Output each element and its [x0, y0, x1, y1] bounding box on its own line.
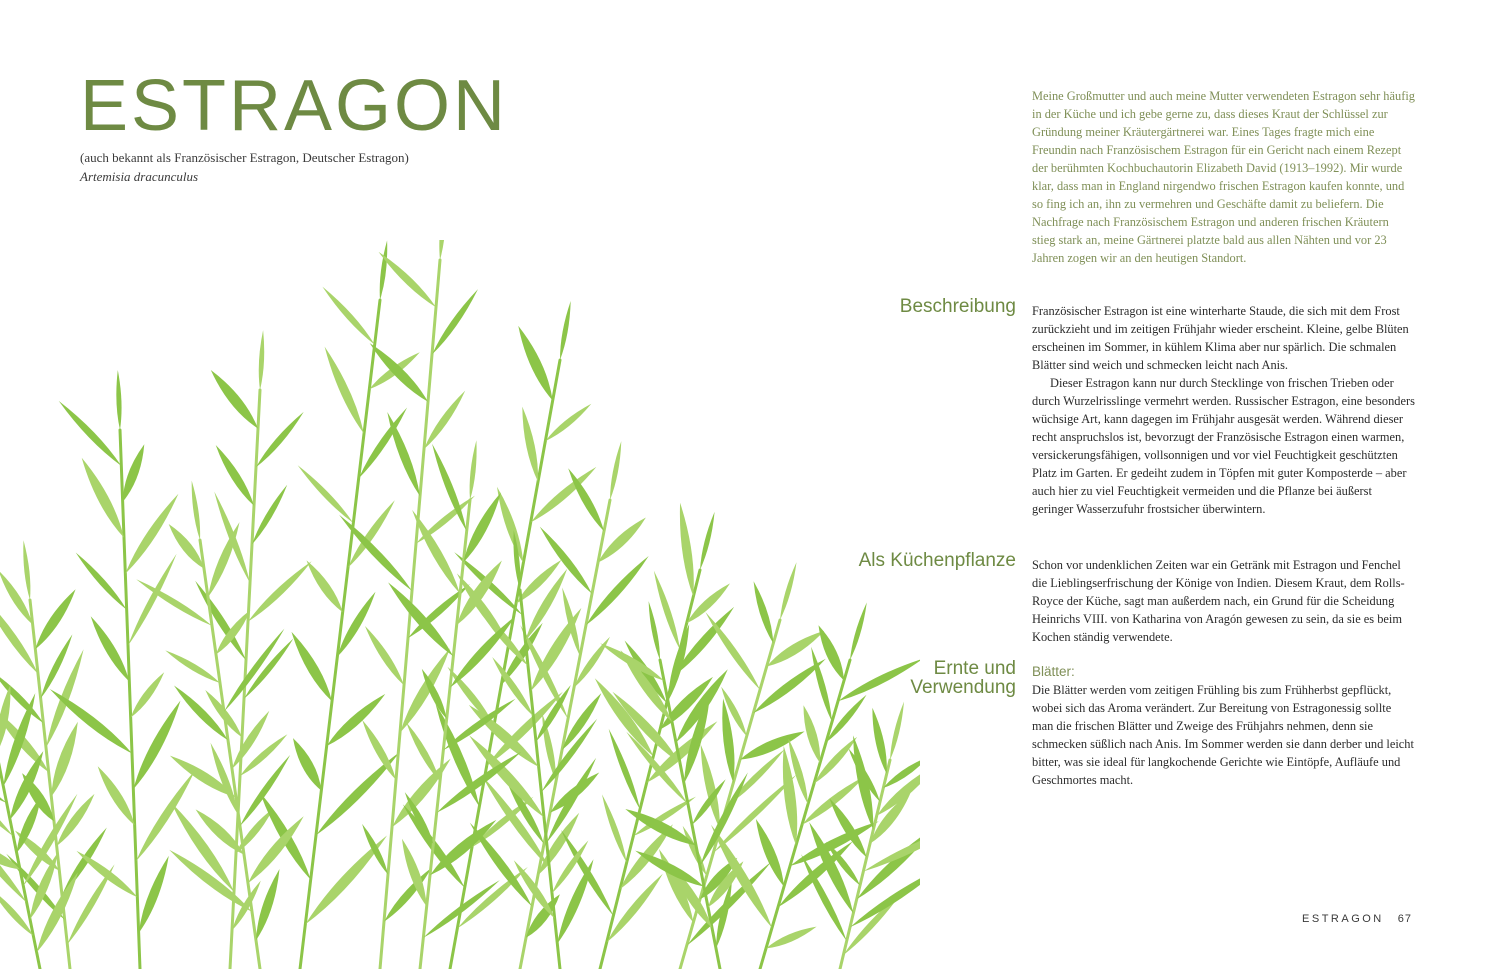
leaf	[362, 824, 388, 875]
leaf	[59, 401, 122, 466]
leaf	[602, 794, 627, 862]
leaf	[432, 289, 478, 354]
leaf	[387, 412, 420, 496]
ernte-subheading: Blätter:	[1032, 664, 1075, 679]
beschreibung-paragraph-2: Dieser Estragon kann nur durch Stecklinge von frischen Trieben oder durch Wurzelrisslinge vermehrt werden. Russischer Estragon, eine besonders wüchsige Art, kann dagegen im Frühjahr ausgesät werden. Während dieser recht anspruchslos ist, bevorzugt der Französische Estragon einen warmen, versickerungsfähigen, vollsonnigen und vor viel Feuchtigkeit geschützten Platz im Garten. Er gedeiht zudem in Töpfen mit guter Komposterde – aber auch hier zu viel Feuchtigkeit vermeiden und die Pflanze bei äußerst geringer Wasserzufuhr frostsicher überwintern.	[1032, 376, 1415, 516]
leaf	[0, 685, 10, 753]
leaf	[610, 441, 621, 500]
tarragon-illustration	[0, 240, 920, 969]
leaf	[380, 240, 388, 300]
heading-ernte-line-2: Verwendung	[910, 677, 1016, 698]
leaf	[557, 859, 593, 943]
leaf	[76, 553, 127, 610]
leaf	[98, 766, 135, 825]
leaf	[211, 370, 258, 429]
leaf	[370, 343, 428, 402]
leaf	[322, 287, 374, 345]
leaf	[216, 445, 254, 506]
leaf	[705, 612, 760, 690]
page-number: 67	[1397, 913, 1412, 925]
heading-kuechenpflanze: Als Küchenpflanze	[858, 550, 1016, 571]
leaf	[424, 391, 465, 450]
leaf	[680, 503, 694, 597]
leaf	[248, 561, 312, 621]
leaf	[256, 412, 304, 467]
leaf	[208, 522, 240, 597]
leaf	[123, 444, 145, 502]
leaf	[780, 562, 797, 620]
leaf	[850, 602, 867, 660]
leaf	[379, 252, 436, 307]
leaf	[540, 527, 592, 594]
leaf	[125, 494, 178, 574]
leaf	[406, 722, 440, 781]
leaf	[872, 708, 886, 774]
leaf	[133, 701, 180, 790]
section-beschreibung	[1032, 302, 1415, 518]
latin-name: Artemisia dracunculus	[80, 169, 199, 184]
leaf	[365, 626, 404, 685]
leaf	[522, 407, 538, 482]
leaf	[307, 560, 343, 612]
heading-ernte-line-1: Ernte und	[933, 658, 1016, 679]
leaf	[131, 672, 165, 717]
leaf	[756, 819, 784, 887]
leaf	[136, 770, 195, 861]
beschreibung-paragraph-1: Französischer Estragon ist eine winterharte Staude, die sich mit dem Frost zurückzieht und im zeitigen Frühjahr wieder erscheint. Kleine, gelbe Blüten erscheinen im Sommer, in kühlem Klima aber nur spärlich. Die schmalen Blätter sind weich und schmecken leicht nach Anis.	[1032, 304, 1409, 372]
leaf	[388, 582, 453, 656]
leaf	[518, 326, 552, 401]
leaf	[766, 927, 817, 949]
leaf	[412, 510, 460, 594]
leaf	[298, 465, 354, 523]
alternate-names: (auch bekannt als Französischer Estragon, Deutscher Estragon)	[80, 150, 409, 165]
leaf	[259, 330, 264, 390]
stem	[300, 300, 380, 969]
ernte-paragraph: Die Blätter werden vom zeitigen Frühling bis zum Frühherbst gepflückt, wobei sich das Aroma verändert. Zur Bereitung von Estragonessig sollte man die frischen Blätter und Zweige des Frühjahrs nehmen, denn sie schmecken süßlich nach Anis. Im Sommer werden sie dann derber und leicht bitter, was sie ideal für langkochende Gerichte wie Eintöpfe, Aufläufe und Geschmortes macht.	[1032, 683, 1414, 787]
stem	[520, 500, 610, 969]
leaf	[754, 581, 774, 643]
leaf	[838, 658, 920, 701]
leaf	[469, 705, 539, 767]
leaf	[232, 711, 269, 769]
section-ernte	[1032, 662, 1415, 789]
running-title: ESTRAGON	[1302, 913, 1384, 925]
leaf	[802, 776, 865, 825]
leaf	[91, 616, 130, 681]
stem	[200, 540, 260, 969]
leaf	[819, 625, 845, 680]
leaf	[700, 512, 715, 570]
leaf	[649, 601, 660, 660]
leaf	[701, 744, 720, 829]
leaf	[325, 347, 364, 434]
heading-ernte-verwendung	[910, 659, 1016, 697]
kuechenpflanze-paragraph: Schon vor undenklichen Zeiten war ein Getränk mit Estragon und Fenchel die Lieblingserfrischung der Könige von Indien. Diesem Kraut, dem Rolls-Royce der Küche, sagt man außerdem nach, ein Grund für die Scheidung Heinrichs VIII. von Katharina von Aragón gewesen zu sein, da sie es beim Kochen ständig verwendete.	[1032, 558, 1405, 644]
leaf	[139, 856, 169, 933]
leaf	[77, 851, 138, 897]
leaf	[82, 458, 124, 538]
page-title: ESTRAGON	[80, 66, 509, 146]
leaf	[586, 556, 649, 625]
leaf	[293, 738, 321, 791]
leaf	[50, 689, 132, 753]
leaf	[804, 705, 821, 763]
leaf	[23, 540, 30, 600]
leaf	[252, 485, 287, 545]
intro-paragraph: Meine Großmutter und auch meine Mutter verwendeten Estragon sehr häufig in der Küche und ich gebe gerne zu, dass dieses Kraut der Schlüssel zur Gründung meiner Kräutergärtnerei war. Eines Tages fragte mich eine Freundin nach Französischem Estragon für ein Gericht nach einem Rezept der berühmten Kochbuchautorin Elizabeth David (1913–1992). Mir wurde klar, dass man in England nirgendwo frischen Estragon kaufen konnte, und so fing ich an, ihn zu vermehren und Geschäfte damit zu beliefern. Die Nachfrage nach Französischem Estragon und anderen frischen Kräutern stieg stark an, meine Gärtnerei platzte bald aus allen Nähten und vor 23 Jahren zogen wir an den heutigen Standort.	[1032, 89, 1415, 265]
leaf	[560, 301, 571, 360]
heading-beschreibung: Beschreibung	[899, 296, 1016, 317]
leaf	[165, 650, 220, 683]
leaf	[497, 487, 523, 563]
leaf	[292, 632, 333, 702]
leaf	[192, 481, 200, 540]
leaf	[890, 702, 904, 760]
leaf	[232, 881, 261, 931]
leaf	[439, 240, 445, 260]
leaf	[470, 440, 477, 500]
leaf	[116, 370, 121, 430]
leaf	[423, 880, 500, 938]
page-footer	[1302, 913, 1412, 925]
leaf	[256, 869, 280, 940]
section-kuechenpflanze	[1032, 556, 1415, 646]
leaf	[51, 722, 78, 797]
